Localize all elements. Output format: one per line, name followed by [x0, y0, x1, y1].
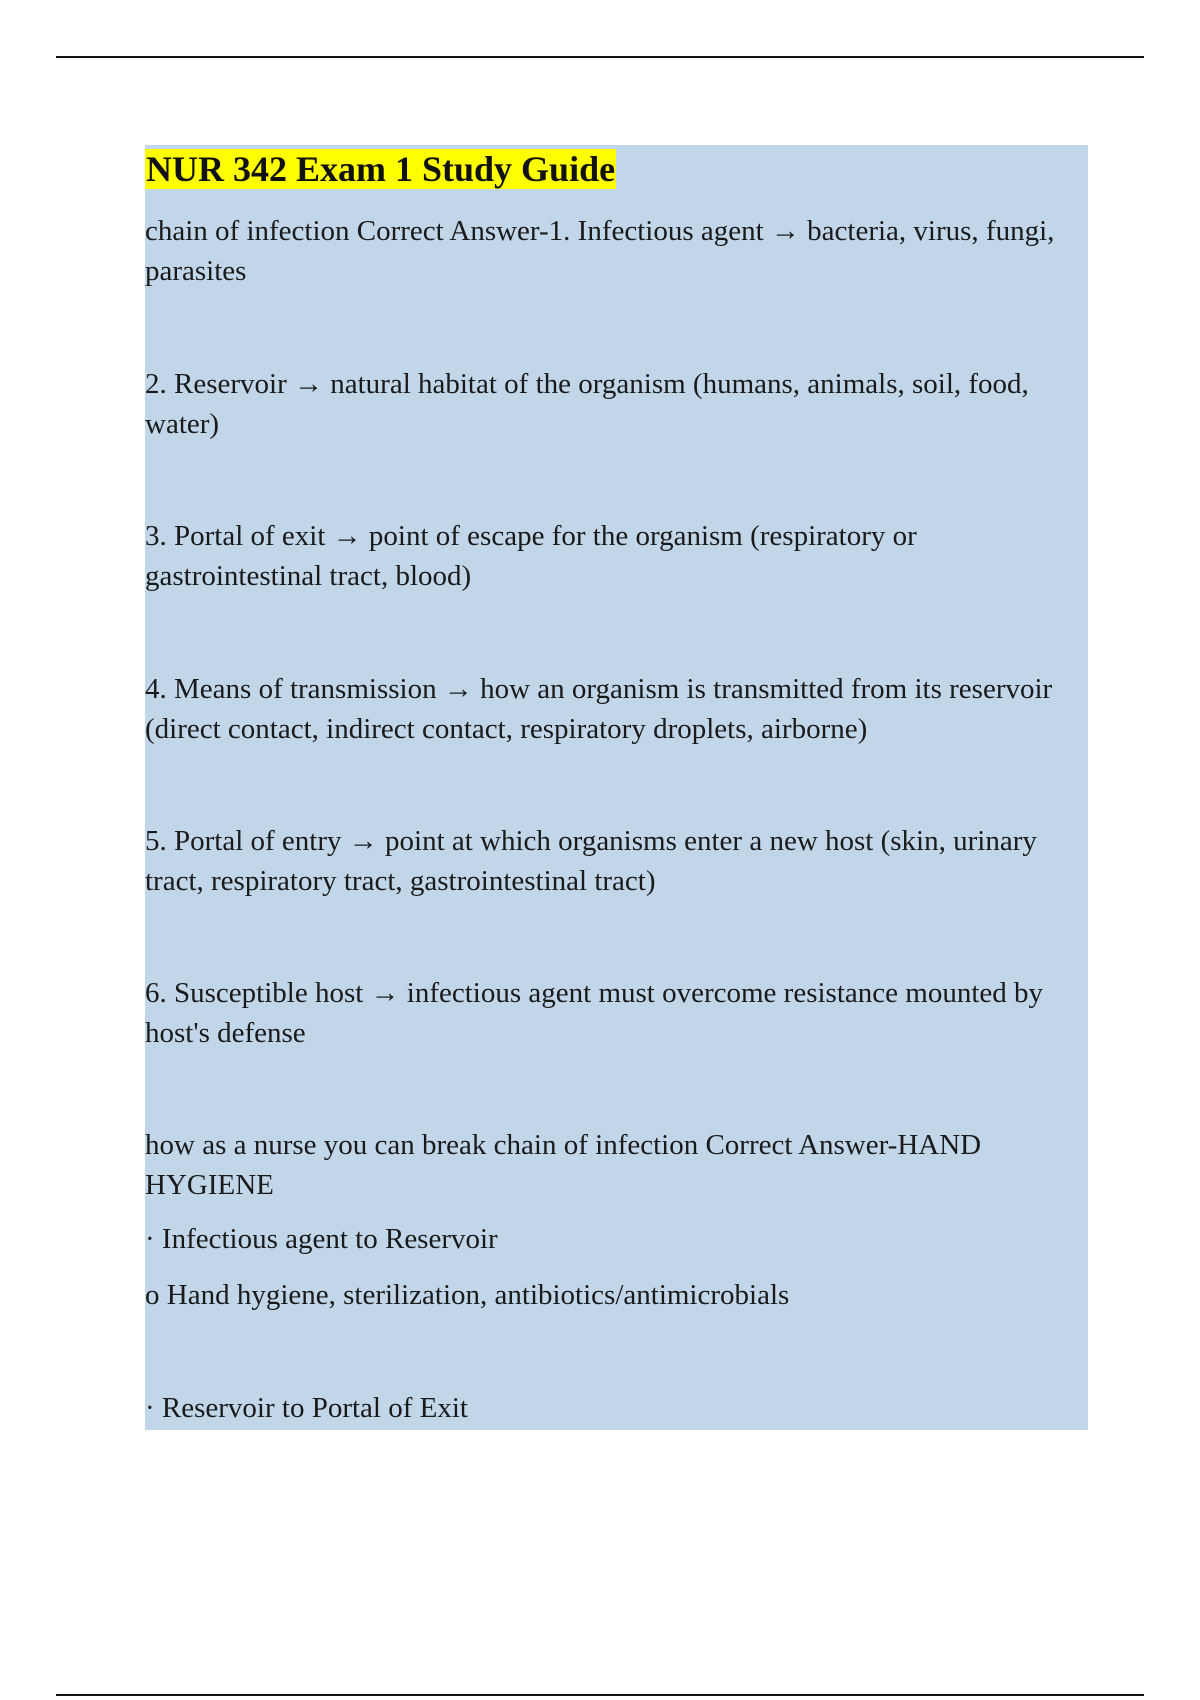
paragraph-chain-of-infection: chain of infection Correct Answer-1. Infectious agent → bacteria, virus, fungi, parasites	[145, 215, 1055, 287]
paragraph-susceptible-host: 6. Susceptible host → infectious agent must overcome resistance mounted by host's defense	[145, 977, 1043, 1049]
document-title: NUR 342 Exam 1 Study Guide	[146, 149, 616, 189]
paragraph-break-chain: how as a nurse you can break chain of infection Correct Answer-HAND HYGIENE	[145, 1129, 982, 1201]
bullet-reservoir-to-portal-of-exit: · Reservoir to Portal of Exit	[145, 1392, 468, 1424]
paragraph-portal-of-exit: 3. Portal of exit → point of escape for the organism (respiratory or gastrointestinal tract, blood)	[145, 520, 917, 592]
bottom-rule	[56, 1694, 1144, 1696]
paragraph-reservoir: 2. Reservoir → natural habitat of the organism (humans, animals, soil, food, water)	[145, 368, 1029, 440]
paragraph-means-of-transmission: 4. Means of transmission → how an organism is transmitted from its reservoir (direct contact, indirect contact, respiratory droplets, airborne)	[145, 673, 1053, 745]
sub-bullet-hand-hygiene: o Hand hygiene, sterilization, antibiotics/antimicrobials	[145, 1279, 790, 1311]
document-body	[145, 145, 1088, 1430]
top-rule	[56, 56, 1144, 58]
paragraph-portal-of-entry: 5. Portal of entry → point at which organisms enter a new host (skin, urinary tract, respiratory tract, gastrointestinal tract)	[145, 825, 1037, 897]
bullet-infectious-agent-to-reservoir: · Infectious agent to Reservoir	[145, 1223, 498, 1255]
